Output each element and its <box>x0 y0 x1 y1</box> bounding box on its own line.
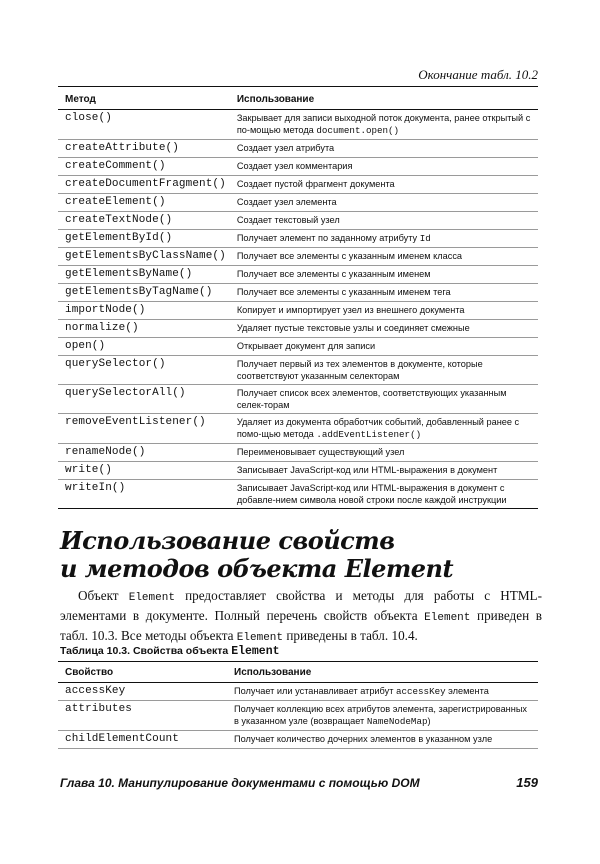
table-row <box>58 701 538 731</box>
method-description: Открывает документ для записи <box>230 338 538 356</box>
method-name: getElementsByName() <box>58 266 230 284</box>
method-description: Создает пустой фрагмент документа <box>230 176 538 194</box>
property-name: accessKey <box>58 683 227 701</box>
page-number: 159 <box>516 775 538 790</box>
method-description: Записывает JavaScript-код или HTML-выражения в документ <box>230 462 538 480</box>
method-name: writeIn() <box>58 480 230 509</box>
properties-table <box>58 661 538 749</box>
header-method: Метод <box>58 89 230 110</box>
method-name: createAttribute() <box>58 140 230 158</box>
table-row <box>58 385 538 414</box>
method-description: Создает узел элемента <box>230 194 538 212</box>
property-name: childElementCount <box>58 731 227 749</box>
method-description: Получает все элементы с указанным именем <box>230 266 538 284</box>
section-heading-line-2: и методов объекта Element <box>60 554 454 583</box>
header-property: Свойство <box>58 662 227 683</box>
methods-table <box>58 89 538 509</box>
method-name: querySelector() <box>58 356 230 385</box>
method-description: Получает список всех элементов, соответствующих указанным селек-торам <box>230 385 538 414</box>
method-name: write() <box>58 462 230 480</box>
method-description: Удаляет из документа обработчик событий, добавленный ранее с помо-щью метода .addEventListener() <box>230 414 538 444</box>
method-description: Закрывает для записи выходной поток документа, ранее открытый с по-мощью метода document.open() <box>230 110 538 140</box>
section-heading <box>60 527 453 583</box>
table-row <box>58 140 538 158</box>
table-row <box>58 176 538 194</box>
method-description: Создает узел комментария <box>230 158 538 176</box>
method-description: Копирует и импортирует узел из внешнего документа <box>230 302 538 320</box>
table-row <box>58 158 538 176</box>
table-row <box>58 444 538 462</box>
table-row <box>58 248 538 266</box>
method-description: Получает все элементы с указанным именем тега <box>230 284 538 302</box>
methods-table-header <box>58 89 538 110</box>
header-usage: Использование <box>227 662 538 683</box>
method-description: Получает все элементы с указанным именем класса <box>230 248 538 266</box>
table-row <box>58 284 538 302</box>
table-row <box>58 480 538 509</box>
properties-table-header <box>58 662 538 683</box>
header-usage: Использование <box>230 89 538 110</box>
method-description: Записывает JavaScript-код или HTML-выражения в документ с добавле-нием символа новой строки после каждой инструкции <box>230 480 538 509</box>
method-name: importNode() <box>58 302 230 320</box>
method-name: createTextNode() <box>58 212 230 230</box>
method-description: Получает первый из тех элементов в документе, которые соответствуют указанным селекторам <box>230 356 538 385</box>
table-row <box>58 414 538 444</box>
method-name: close() <box>58 110 230 140</box>
property-description: Получает коллекцию всех атрибутов элемента, зарегистрированных в указанном узле (возвращает NameNodeMap) <box>227 701 538 731</box>
method-name: createElement() <box>58 194 230 212</box>
property-description: Получает или устанавливает атрибут accessKey элемента <box>227 683 538 701</box>
table-continuation-label: Окончание табл. 10.2 <box>418 67 538 82</box>
table-row <box>58 302 538 320</box>
method-name: open() <box>58 338 230 356</box>
method-name: createComment() <box>58 158 230 176</box>
method-name: getElementById() <box>58 230 230 248</box>
method-name: renameNode() <box>58 444 230 462</box>
table-row <box>58 338 538 356</box>
table-row <box>58 266 538 284</box>
method-name: createDocumentFragment() <box>58 176 230 194</box>
property-description: Получает количество дочерних элементов в указанном узле <box>227 731 538 749</box>
method-description: Переименовывает существующий узел <box>230 444 538 462</box>
table-row <box>58 320 538 338</box>
method-name: getElementsByTagName() <box>58 284 230 302</box>
table-row <box>58 212 538 230</box>
method-name: getElementsByClassName() <box>58 248 230 266</box>
section-heading-line-1: Использование свойств <box>60 526 395 555</box>
table-caption: Таблица 10.3. Свойства объекта Element <box>60 645 280 658</box>
body-paragraph: Объект Element предоставляет свойства и методы для работы с HTML-элементами в документе. Полный перечень свойств объекта Element приведен в табл. 10.3. Все методы объекта Element приведены в табл. 10.4. <box>60 588 543 644</box>
method-name: removeEventListener() <box>58 414 230 444</box>
chapter-footer: Глава 10. Манипулирование документами с помощью DOM <box>60 776 420 790</box>
table-row <box>58 683 538 701</box>
table-row <box>58 462 538 480</box>
table-row <box>58 230 538 248</box>
method-description: Создает текстовый узел <box>230 212 538 230</box>
property-name: attributes <box>58 701 227 731</box>
method-description: Удаляет пустые текстовые узлы и соединяет смежные <box>230 320 538 338</box>
table-row <box>58 194 538 212</box>
method-name: normalize() <box>58 320 230 338</box>
top-rule <box>58 86 538 87</box>
method-description: Получает элемент по заданному атрибуту Id <box>230 230 538 248</box>
method-name: querySelectorAll() <box>58 385 230 414</box>
table-row <box>58 110 538 140</box>
table-row <box>58 356 538 385</box>
method-description: Создает узел атрибута <box>230 140 538 158</box>
table-row <box>58 731 538 749</box>
